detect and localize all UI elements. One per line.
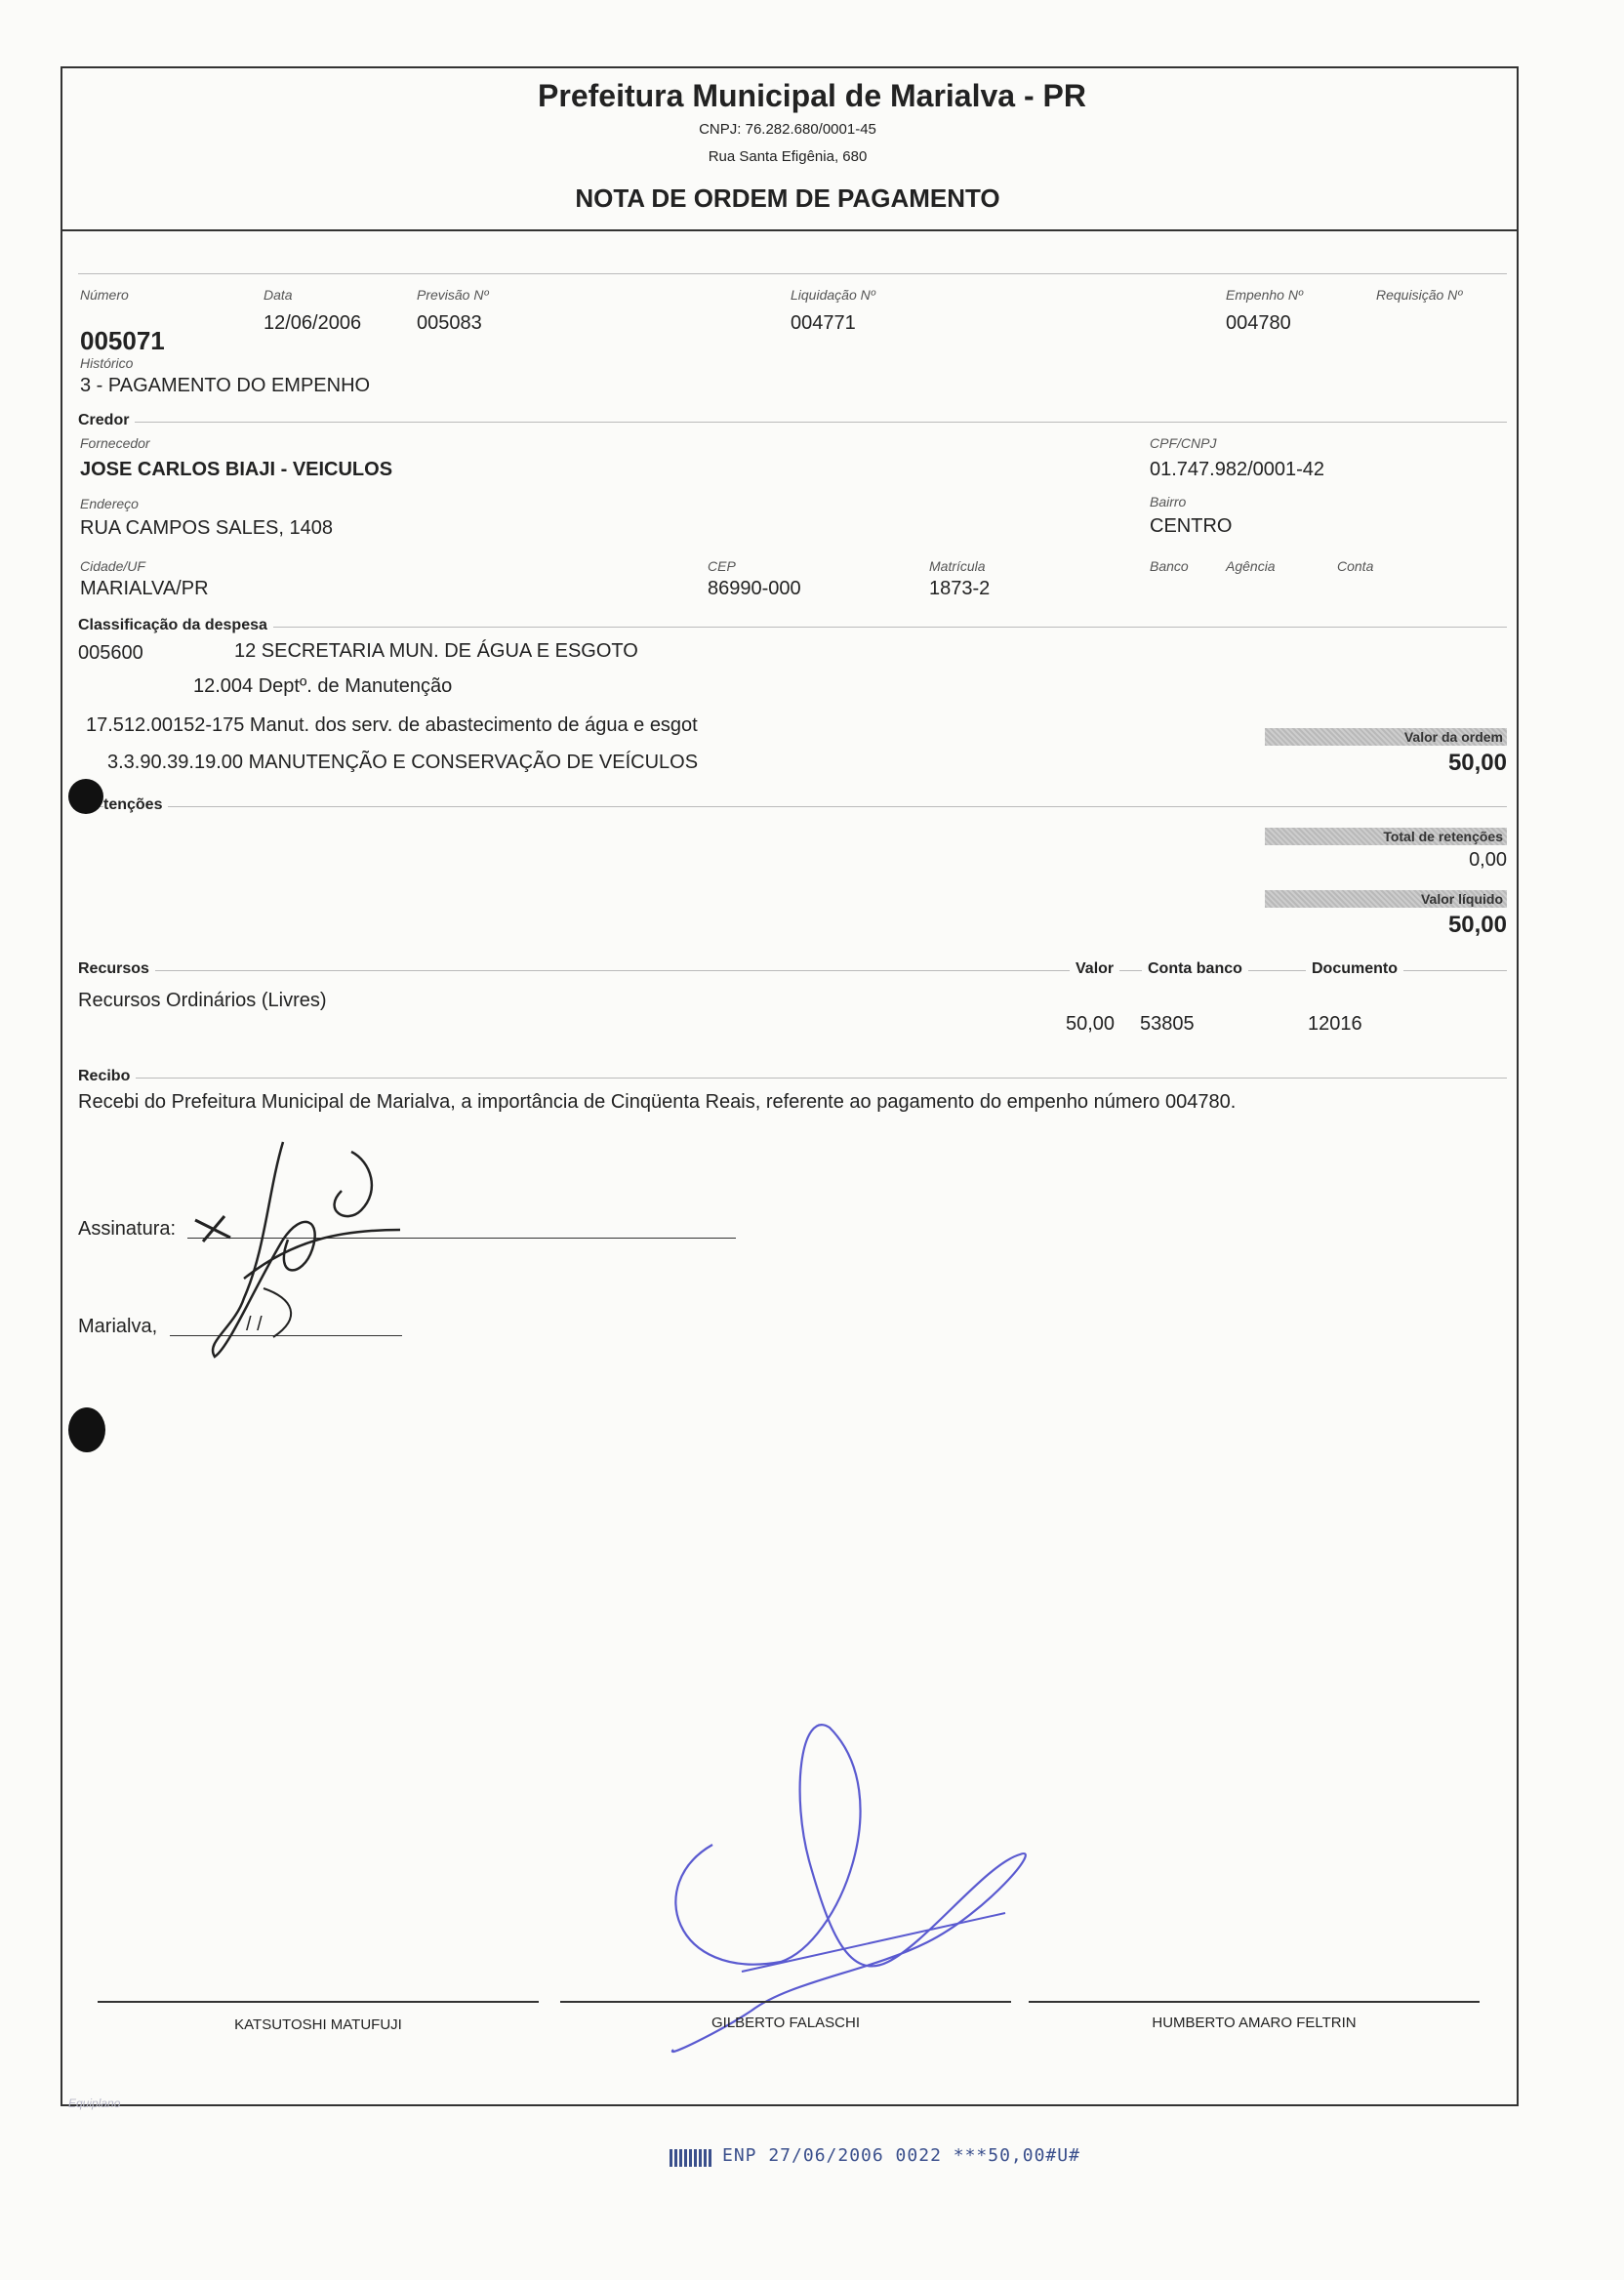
- valor-ordem-value: 50,00: [1447, 750, 1507, 776]
- punch-hole-mark-2: [68, 1407, 105, 1452]
- signatory-line-2: [560, 2001, 1011, 2003]
- agencia-label: Agência: [1226, 558, 1276, 574]
- requisicao-label: Requisição Nº: [1376, 287, 1463, 303]
- bairro-value: CENTRO: [1150, 515, 1233, 537]
- fornecedor-label: Fornecedor: [80, 435, 150, 451]
- cpf-value: 01.747.982/0001-42: [1150, 459, 1325, 480]
- matricula-label: Matrícula: [929, 558, 986, 574]
- bairro-label: Bairro: [1150, 494, 1187, 509]
- empenho-value: 004780: [1226, 312, 1291, 334]
- total-retencoes-value: 0,00: [1469, 849, 1507, 871]
- liquidacao-value: 004771: [791, 312, 856, 334]
- punch-hole-mark: [68, 779, 103, 814]
- recibo-signature: [176, 1132, 429, 1366]
- recursos-valor-label: Valor: [1070, 960, 1119, 978]
- empenho-label: Empenho Nº: [1226, 287, 1304, 303]
- bank-stamp-logo: [670, 2149, 712, 2167]
- classificacao-rule: [78, 627, 1507, 628]
- classificacao-line1: 12 SECRETARIA MUN. DE ÁGUA E ESGOTO: [234, 640, 638, 662]
- recibo-text: Recebi do Prefeitura Municipal de Marialva, a importância de Cinqüenta Reais, referente ao pagamento do empenho número 004780.: [78, 1091, 1237, 1113]
- recursos-conta-banco-label: Conta banco: [1142, 960, 1248, 978]
- cnpj-text: CNPJ: 76.282.680/0001-45: [699, 121, 876, 138]
- recursos-documento-label: Documento: [1306, 960, 1403, 978]
- valor-ordem-bar: Valor da ordem: [1265, 728, 1507, 746]
- recursos-fonte: Recursos Ordinários (Livres): [78, 990, 327, 1011]
- recursos-conta-banco: 53805: [1140, 1013, 1195, 1035]
- cidade-label: Cidade/UF: [80, 558, 145, 574]
- endereco-value: RUA CAMPOS SALES, 1408: [80, 517, 334, 539]
- classificacao-line4: 3.3.90.39.19.00 MANUTENÇÃO E CONSERVAÇÃO DE VEÍCULOS: [107, 752, 699, 773]
- data-label: Data: [264, 287, 293, 303]
- numero-label: Número: [80, 287, 129, 303]
- address-text: Rua Santa Efigênia, 680: [708, 148, 868, 165]
- signatory-line-3: [1029, 2001, 1480, 2003]
- recibo-rule: [78, 1078, 1507, 1079]
- signatory-line-1: [98, 2001, 539, 2003]
- signatory-2: GILBERTO FALASCHI: [711, 2015, 860, 2031]
- cidade-value: MARIALVA/PR: [80, 578, 209, 599]
- classificacao-section: Classificação da despesa: [78, 617, 273, 634]
- document-title: NOTA DE ORDEM DE PAGAMENTO: [575, 183, 1000, 213]
- local-label: Marialva,: [78, 1316, 158, 1337]
- previsao-label: Previsão Nº: [417, 287, 489, 303]
- endereco-label: Endereço: [80, 496, 139, 511]
- recursos-valor: 50,00: [1066, 1013, 1116, 1035]
- retencoes-rule: [78, 806, 1507, 807]
- cpf-label: CPF/CNPJ: [1150, 435, 1217, 451]
- cep-label: CEP: [708, 558, 736, 574]
- historico-value: 3 - PAGAMENTO DO EMPENHO: [80, 375, 371, 396]
- retencoes-section: tenções: [103, 796, 168, 814]
- top-divider: [78, 273, 1507, 274]
- valor-liquido-bar: Valor líquido: [1265, 890, 1507, 908]
- assinatura-label: Assinatura:: [78, 1218, 177, 1240]
- valor-liquido-value: 50,00: [1447, 912, 1507, 938]
- classificacao-line3: 17.512.00152-175 Manut. dos serv. de abastecimento de água e esgot: [86, 714, 698, 736]
- header-divider: [61, 229, 1519, 231]
- data-value: 12/06/2006: [264, 312, 362, 334]
- signatory-3: HUMBERTO AMARO FELTRIN: [1152, 2015, 1357, 2031]
- total-retencoes-bar: Total de retenções: [1265, 828, 1507, 845]
- previsao-value: 005083: [417, 312, 482, 334]
- recursos-section: Recursos: [78, 960, 155, 978]
- recibo-section: Recibo: [78, 1068, 136, 1085]
- banco-label: Banco: [1150, 558, 1189, 574]
- matricula-value: 1873-2: [929, 578, 991, 599]
- page-title: Prefeitura Municipal de Marialva - PR: [538, 78, 1086, 113]
- bank-stamp-text: ENP 27/06/2006 0022 ***50,00#U#: [722, 2145, 1080, 2166]
- classificacao-code: 005600: [78, 642, 143, 664]
- historico-label: Histórico: [80, 355, 134, 371]
- equiplano-footer: Equiplano: [68, 2097, 121, 2110]
- classificacao-line2: 12.004 Deptº. de Manutenção: [193, 675, 453, 697]
- credor-section: Credor: [78, 412, 135, 429]
- conta-label: Conta: [1337, 558, 1374, 574]
- fornecedor-value: JOSE CARLOS BIAJI - VEICULOS: [80, 459, 393, 480]
- recursos-documento: 12016: [1308, 1013, 1362, 1035]
- numero-value: 005071: [80, 326, 165, 355]
- local-date-slashes: / /: [246, 1314, 263, 1335]
- signatory-1: KATSUTOSHI MATUFUJI: [234, 2016, 402, 2033]
- credor-rule: [78, 422, 1507, 423]
- cep-value: 86990-000: [708, 578, 801, 599]
- liquidacao-label: Liquidação Nº: [791, 287, 875, 303]
- recursos-rule: [78, 970, 1507, 971]
